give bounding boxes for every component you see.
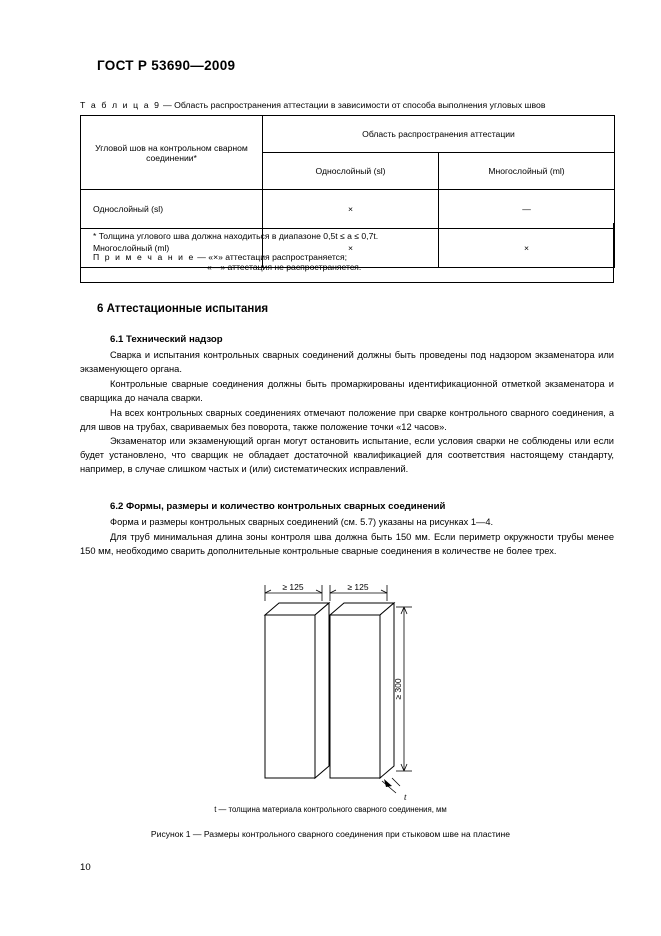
paragraph-6-1-4 bbox=[80, 434, 614, 476]
paragraph-text: Сварка и испытания контрольных сварных соединений должны быть проведены под надзором экзаменатора или экзаменующего органа. bbox=[80, 350, 614, 375]
section-heading-6-2: 6.2 Формы, размеры и количество контрольных сварных соединений bbox=[110, 501, 446, 512]
dim-right: ≥ 300 bbox=[393, 678, 403, 700]
page-number: 10 bbox=[80, 862, 91, 873]
table-header-row bbox=[81, 116, 615, 153]
table-footnote-block bbox=[80, 223, 614, 283]
figure-1-caption: Рисунок 1 — Размеры контрольного сварного соединения при стыковом шве на пластине bbox=[150, 829, 511, 839]
table-header-col1: Угловой шов на контрольном сварном соединении* bbox=[81, 116, 263, 190]
row-cell-ml: × bbox=[439, 229, 615, 268]
dim-top-left: ≥ 125 bbox=[282, 582, 304, 592]
figure-1-note: t — толщина материала контрольного сварного соединения, мм bbox=[214, 805, 447, 814]
figure-1-drawing bbox=[0, 575, 661, 805]
paragraph-text: Для труб минимальная длина зоны контроля шва должна быть 150 мм. Если периметр окружности трубы менее 150 мм, необходимо сварить дополнительные контрольные сварные соединения в количестве не более трех. bbox=[80, 532, 614, 557]
paragraph-text: Экзаменатор или экзаменующий орган могут остановить испытание, если условия сварки не соблюдены или если будет установлено, что сварщик не обладает достаточной квалификацией для соответствия настоящему стандарту, например, в случае слишком частых и (или) систематических исправлений. bbox=[80, 436, 614, 475]
row-label: Многослойный (ml) bbox=[81, 229, 263, 268]
section-heading-6: 6 Аттестационные испытания bbox=[97, 303, 269, 315]
paragraph-6-1-1 bbox=[80, 348, 614, 376]
row-cell-sl: × bbox=[263, 229, 439, 268]
table-caption-text: — Область распространения аттестации в зависимости от способа выполнения угловых швов bbox=[160, 100, 546, 110]
paragraph-6-1-3 bbox=[80, 406, 614, 434]
table-footnote: * Толщина углового шва должна находиться в диапазоне 0,5t ≤ a ≤ 0,7t. bbox=[93, 231, 379, 241]
page-title: ГОСТ Р 53690—2009 bbox=[97, 58, 236, 73]
table-caption-label: Т а б л и ц а 9 bbox=[80, 100, 161, 110]
row-cell-sl: × bbox=[263, 190, 439, 229]
thickness-label: t bbox=[404, 792, 407, 802]
paragraph-text: Форма и размеры контрольных сварных соединений (см. 5.7) указаны на рисунках 1—4. bbox=[110, 517, 494, 527]
section-heading-6-1: 6.1 Технический надзор bbox=[110, 334, 223, 345]
paragraph-6-1-2 bbox=[80, 377, 614, 405]
table-caption bbox=[80, 100, 620, 110]
dim-top-right: ≥ 125 bbox=[347, 582, 369, 592]
paragraph-6-2-1 bbox=[80, 515, 614, 529]
paragraph-text: Контрольные сварные соединения должны быть промаркированы идентификационной отметкой экзаменатора и сварщика до начала сварки. bbox=[80, 379, 614, 404]
row-label: Однослойный (sl) bbox=[81, 190, 263, 229]
table-note-line2: «—» аттестация не распространяется. bbox=[207, 262, 362, 272]
table-note-line1: — «×» аттестация распространяется; bbox=[194, 252, 348, 262]
row-cell-ml: — bbox=[439, 190, 615, 229]
figure-1 bbox=[0, 575, 661, 805]
table-note bbox=[93, 252, 601, 262]
table-note-label: П р и м е ч а н и е bbox=[93, 252, 195, 262]
table-header-col3: Многослойный (ml) bbox=[439, 153, 615, 190]
table-header-group: Область распространения аттестации bbox=[263, 116, 615, 153]
paragraph-text: На всех контрольных сварных соединениях отмечают положение при сварке контрольного сварного соединения, а для швов на трубах, свариваемых без поворота, также положение точки «12 часов». bbox=[80, 408, 614, 433]
table-header-col2: Однослойный (sl) bbox=[263, 153, 439, 190]
paragraph-6-2-2 bbox=[80, 530, 614, 558]
